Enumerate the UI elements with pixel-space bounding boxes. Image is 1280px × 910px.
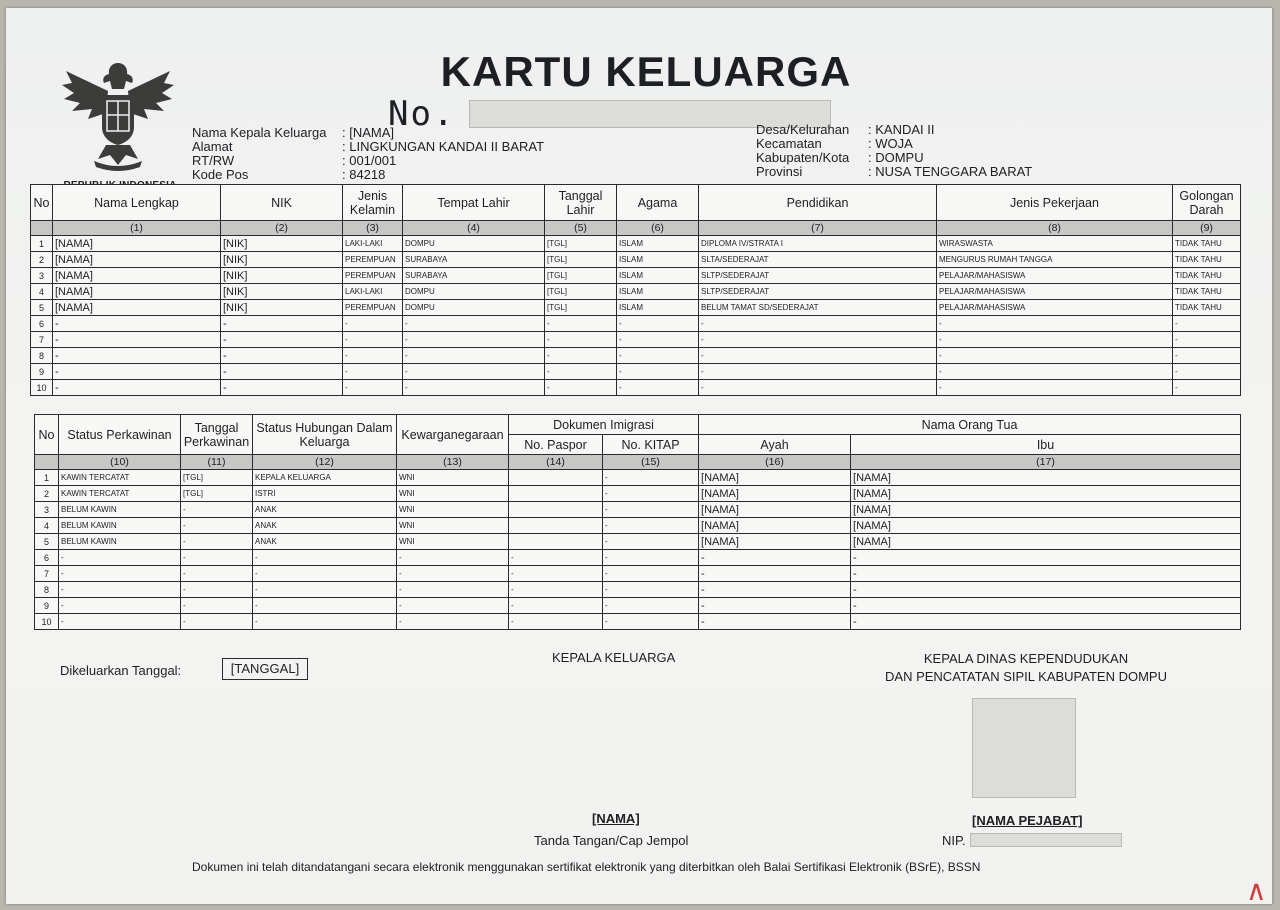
header-nik: NIK [221,185,343,221]
cell-jenis-kelamin: PEREMPUAN [343,252,403,268]
cell-no: 8 [35,582,59,598]
cell-golongan-darah: - [1173,316,1241,332]
cell-nama-lengkap: - [53,364,221,380]
table-row [35,486,1241,502]
cell-nik: - [221,348,343,364]
table-row [31,348,1241,364]
cell-tanggal-lahir: - [545,364,617,380]
official-nip [942,833,1122,848]
cell-jenis-kelamin: - [343,348,403,364]
cell-tempat-lahir: SURABAYA [403,268,545,284]
cell-pendidikan: DIPLOMA IV/STRATA I [699,236,937,252]
cell-no: 9 [35,598,59,614]
info-label: Kode Pos [192,167,249,182]
cell-kewarganegaraan: - [397,582,509,598]
cell-status-perkawinan: KAWIN TERCATAT [59,470,181,486]
cell-agama: ISLAM [617,268,699,284]
official-name: [NAMA PEJABAT] [972,813,1083,828]
cell-nama-lengkap: - [53,380,221,396]
family-card-document [6,8,1272,907]
cell-status-hubungan: - [253,566,397,582]
cell-jenis-kelamin: PEREMPUAN [343,268,403,284]
cell-no-kitap: - [603,486,699,502]
cell-ayah: [NAMA] [699,502,851,518]
info-row [756,123,1032,137]
table-row [31,252,1241,268]
header-no-paspor: No. Paspor [509,435,603,455]
cell-no-paspor [509,486,603,502]
cell-golongan-darah: - [1173,332,1241,348]
column-number: (6) [617,221,699,236]
header-no: No [35,415,59,455]
header-nama-orang-tua: Nama Orang Tua [699,415,1241,435]
cell-tanggal-lahir: - [545,348,617,364]
cell-pendidikan: - [699,380,937,396]
official-title-line-2: DAN PENCATATAN SIPIL KABUPATEN DOMPU [885,669,1167,684]
info-row [756,165,1032,179]
cell-tanggal-perkawinan: - [181,598,253,614]
info-value: : NUSA TENGGARA BARAT [868,164,1033,179]
cell-nama-lengkap: [NAMA] [53,236,221,252]
cell-kewarganegaraan: WNI [397,518,509,534]
column-number: (13) [397,455,509,470]
info-label: Kabupaten/Kota [756,150,850,165]
cell-status-hubungan: - [253,614,397,630]
cell-no-paspor [509,518,603,534]
header-status-hubungan: Status Hubungan Dalam Keluarga [253,415,397,455]
table-row [31,236,1241,252]
cell-tempat-lahir: - [403,380,545,396]
cell-golongan-darah: TIDAK TAHU [1173,284,1241,300]
cell-ayah: [NAMA] [699,534,851,550]
header-no-kitap: No. KITAP [603,435,699,455]
column-number: (7) [699,221,937,236]
cell-jenis-pekerjaan: - [937,348,1173,364]
cell-tanggal-lahir: [TGL] [545,252,617,268]
marital-status-table [34,414,1241,630]
table-row [35,470,1241,486]
table-row [31,364,1241,380]
cell-tanggal-perkawinan: - [181,566,253,582]
cell-nik: [NIK] [221,252,343,268]
cell-status-perkawinan: - [59,566,181,582]
cell-pendidikan: - [699,348,937,364]
header-dokumen-imigrasi: Dokumen Imigrasi [509,415,699,435]
info-row [756,151,1032,165]
cell-no-kitap: - [603,502,699,518]
cell-status-perkawinan: BELUM KAWIN [59,518,181,534]
cell-jenis-kelamin: - [343,316,403,332]
info-label: RT/RW [192,153,235,168]
cell-no-paspor [509,502,603,518]
table-row [35,534,1241,550]
cell-status-perkawinan: - [59,614,181,630]
table-row [35,502,1241,518]
table-row [35,566,1241,582]
cell-tanggal-perkawinan: - [181,614,253,630]
cell-no-kitap: - [603,534,699,550]
cell-nik: [NIK] [221,268,343,284]
cell-no: 2 [31,252,53,268]
cell-no-paspor [509,534,603,550]
cell-tanggal-perkawinan: - [181,502,253,518]
document-number-label: No. [388,94,456,134]
cell-jenis-kelamin: PEREMPUAN [343,300,403,316]
header-kewarganegaraan: Kewarganegaraan [397,415,509,455]
cell-status-perkawinan: - [59,598,181,614]
cell-jenis-pekerjaan: - [937,380,1173,396]
header-jenis-kelamin: Jenis Kelamin [343,185,403,221]
cell-nama-lengkap: [NAMA] [53,300,221,316]
cell-agama: ISLAM [617,284,699,300]
table-row [35,550,1241,566]
cell-nama-lengkap: [NAMA] [53,284,221,300]
cell-jenis-kelamin: LAKI-LAKI [343,236,403,252]
cell-no: 6 [31,316,53,332]
info-value: : 001/001 [342,153,397,168]
column-number: (3) [343,221,403,236]
cell-nama-lengkap: - [53,348,221,364]
cell-status-hubungan: - [253,598,397,614]
cell-no-paspor: - [509,566,603,582]
cell-tanggal-lahir: [TGL] [545,236,617,252]
table-row [31,316,1241,332]
info-row [192,140,544,154]
info-value: : KANDAI II [868,122,935,137]
cell-no: 5 [31,300,53,316]
cell-ayah: - [699,582,851,598]
column-number: (15) [603,455,699,470]
cell-jenis-pekerjaan: - [937,332,1173,348]
cell-tempat-lahir: - [403,316,545,332]
household-info-left [192,126,544,182]
cell-kewarganegaraan: WNI [397,534,509,550]
cell-no: 1 [35,470,59,486]
cell-golongan-darah: TIDAK TAHU [1173,236,1241,252]
info-label: Provinsi [756,164,803,179]
household-info-right [756,123,1032,179]
info-value: : WOJA [868,136,913,151]
cell-agama: - [617,348,699,364]
cell-no-paspor: - [509,582,603,598]
cell-tanggal-lahir: [TGL] [545,300,617,316]
nip-label: NIP. [942,833,966,848]
cell-jenis-pekerjaan: PELAJAR/MAHASISWA [937,300,1173,316]
cell-nik: - [221,316,343,332]
cell-agama: - [617,380,699,396]
cell-no: 8 [31,348,53,364]
table-row [31,332,1241,348]
cell-status-perkawinan: - [59,550,181,566]
cell-jenis-kelamin: LAKI-LAKI [343,284,403,300]
cell-tanggal-lahir: [TGL] [545,268,617,284]
cell-pendidikan: - [699,316,937,332]
cell-ibu: [NAMA] [851,502,1241,518]
info-value: : [NAMA] [342,125,395,140]
cell-ayah: - [699,598,851,614]
cell-ibu: - [851,582,1241,598]
cell-kewarganegaraan: WNI [397,502,509,518]
cell-tempat-lahir: - [403,332,545,348]
cell-ayah: - [699,566,851,582]
cell-no-kitap: - [603,550,699,566]
cell-jenis-kelamin: - [343,380,403,396]
cell-no-kitap: - [603,582,699,598]
column-number-blank [35,455,59,470]
header-jenis-pekerjaan: Jenis Pekerjaan [937,185,1173,221]
cell-pendidikan: BELUM TAMAT SD/SEDERAJAT [699,300,937,316]
info-value: : LINGKUNGAN KANDAI II BARAT [342,139,545,154]
cell-no-kitap: - [603,566,699,582]
cell-nik: [NIK] [221,300,343,316]
table-row [35,598,1241,614]
cell-no-kitap: - [603,598,699,614]
cell-nama-lengkap: [NAMA] [53,268,221,284]
column-number: (8) [937,221,1173,236]
cell-jenis-pekerjaan: PELAJAR/MAHASISWA [937,268,1173,284]
cell-pendidikan: - [699,364,937,380]
header-nama-lengkap: Nama Lengkap [53,185,221,221]
cell-no: 6 [35,550,59,566]
cell-golongan-darah: TIDAK TAHU [1173,252,1241,268]
cell-ayah: [NAMA] [699,486,851,502]
cell-kewarganegaraan: WNI [397,470,509,486]
cell-pendidikan: SLTP/SEDERAJAT [699,268,937,284]
cell-ibu: - [851,598,1241,614]
cell-jenis-kelamin: - [343,332,403,348]
head-of-family-title: KEPALA KELUARGA [552,650,676,665]
cell-no: 5 [35,534,59,550]
cell-no: 1 [31,236,53,252]
table-row [31,268,1241,284]
column-number: (14) [509,455,603,470]
cell-ayah: [NAMA] [699,470,851,486]
column-number: (4) [403,221,545,236]
cell-kewarganegaraan: - [397,598,509,614]
cell-pendidikan: SLTA/SEDERAJAT [699,252,937,268]
cell-golongan-darah: TIDAK TAHU [1173,300,1241,316]
cell-agama: - [617,364,699,380]
table-row [31,380,1241,396]
cell-tanggal-perkawinan: - [181,518,253,534]
cell-tempat-lahir: DOMPU [403,284,545,300]
header-tanggal-lahir: Tanggal Lahir [545,185,617,221]
column-number-blank [31,221,53,236]
issued-date-label: Dikeluarkan Tanggal: [60,663,182,678]
cell-tanggal-perkawinan: - [181,582,253,598]
cell-status-perkawinan: - [59,582,181,598]
cell-ibu: [NAMA] [851,486,1241,502]
info-row [192,154,544,168]
cell-status-perkawinan: BELUM KAWIN [59,534,181,550]
cell-no: 10 [31,380,53,396]
cell-tempat-lahir: - [403,348,545,364]
issued-date-value: [TANGGAL] [222,658,308,680]
cell-tanggal-perkawinan: - [181,550,253,566]
cell-nama-lengkap: - [53,316,221,332]
column-number: (2) [221,221,343,236]
cell-tempat-lahir: SURABAYA [403,252,545,268]
cell-pendidikan: SLTP/SEDERAJAT [699,284,937,300]
cell-no: 4 [35,518,59,534]
cell-jenis-kelamin: - [343,364,403,380]
column-number: (10) [59,455,181,470]
header-no: No [31,185,53,221]
qr-code-redacted [972,698,1076,798]
cell-jenis-pekerjaan: WIRASWASTA [937,236,1173,252]
cell-tanggal-perkawinan: - [181,534,253,550]
cell-ayah: - [699,550,851,566]
cell-nama-lengkap: [NAMA] [53,252,221,268]
column-number: (9) [1173,221,1241,236]
info-label: Desa/Kelurahan [756,122,850,137]
cell-golongan-darah: TIDAK TAHU [1173,268,1241,284]
cell-status-hubungan: KEPALA KELUARGA [253,470,397,486]
header-agama: Agama [617,185,699,221]
cell-ibu: [NAMA] [851,534,1241,550]
cell-no: 4 [31,284,53,300]
head-of-family-name: [NAMA] [592,811,640,826]
cell-status-hubungan: ANAK [253,534,397,550]
cell-agama: - [617,316,699,332]
table-row [35,614,1241,630]
family-members-table [30,184,1241,396]
info-value: : 84218 [342,167,386,182]
column-number: (1) [53,221,221,236]
cell-jenis-pekerjaan: - [937,316,1173,332]
garuda-emblem-icon [54,56,182,176]
cell-status-hubungan: ANAK [253,502,397,518]
cell-ayah: [NAMA] [699,518,851,534]
cell-no: 7 [31,332,53,348]
cell-pendidikan: - [699,332,937,348]
info-row [756,137,1032,151]
cell-tanggal-lahir: - [545,332,617,348]
cell-nik: - [221,364,343,380]
column-number: (11) [181,455,253,470]
cell-tanggal-perkawinan: [TGL] [181,486,253,502]
header-pendidikan: Pendidikan [699,185,937,221]
cell-tanggal-lahir: [TGL] [545,284,617,300]
table-row [31,300,1241,316]
signature-caption: Tanda Tangan/Cap Jempol [534,833,689,848]
header-tempat-lahir: Tempat Lahir [403,185,545,221]
cell-no: 10 [35,614,59,630]
cell-agama: - [617,332,699,348]
header-ayah: Ayah [699,435,851,455]
cell-tanggal-lahir: - [545,380,617,396]
cell-no-paspor: - [509,614,603,630]
cell-tanggal-lahir: - [545,316,617,332]
cell-golongan-darah: - [1173,380,1241,396]
info-value: : DOMPU [868,150,924,165]
cell-no-kitap: - [603,518,699,534]
cell-agama: ISLAM [617,236,699,252]
table-row [35,518,1241,534]
cell-nik: - [221,332,343,348]
header-golongan-darah: Golongan Darah [1173,185,1241,221]
cell-no: 3 [31,268,53,284]
cell-jenis-pekerjaan: PELAJAR/MAHASISWA [937,284,1173,300]
cell-golongan-darah: - [1173,364,1241,380]
cell-no-paspor: - [509,550,603,566]
cell-status-hubungan: ANAK [253,518,397,534]
cell-nik: - [221,380,343,396]
cell-golongan-darah: - [1173,348,1241,364]
cell-kewarganegaraan: WNI [397,486,509,502]
cell-jenis-pekerjaan: MENGURUS RUMAH TANGGA [937,252,1173,268]
info-row [192,126,544,140]
cell-no-kitap: - [603,614,699,630]
table-row [31,284,1241,300]
column-number: (12) [253,455,397,470]
document-title: KARTU KELUARGA [440,48,852,95]
cell-no: 2 [35,486,59,502]
column-number: (5) [545,221,617,236]
cell-no: 7 [35,566,59,582]
header-tanggal-perkawinan: Tanggal Perkawinan [181,415,253,455]
cell-no-kitap: - [603,470,699,486]
header-status-perkawinan: Status Perkawinan [59,415,181,455]
cell-nama-lengkap: - [53,332,221,348]
cell-status-perkawinan: BELUM KAWIN [59,502,181,518]
info-label: Alamat [192,139,233,154]
info-label: Kecamatan [756,136,822,151]
cell-kewarganegaraan: - [397,550,509,566]
cell-no-paspor [509,470,603,486]
cell-status-hubungan: ISTRI [253,486,397,502]
cell-ayah: - [699,614,851,630]
table-row [35,582,1241,598]
cell-tempat-lahir: DOMPU [403,236,545,252]
cell-status-perkawinan: KAWIN TERCATAT [59,486,181,502]
cell-kewarganegaraan: - [397,566,509,582]
header-ibu: Ibu [851,435,1241,455]
cell-nik: [NIK] [221,236,343,252]
cell-ibu: - [851,550,1241,566]
official-title [866,650,1186,686]
cell-jenis-pekerjaan: - [937,364,1173,380]
cell-no: 3 [35,502,59,518]
column-number: (17) [851,455,1241,470]
cell-tempat-lahir: DOMPU [403,300,545,316]
cell-ibu: [NAMA] [851,518,1241,534]
electronic-signature-note: Dokumen ini telah ditandatangani secara elektronik menggunakan sertifikat elektronik yang diterbitkan oleh Balai Sertifikasi Elektronik (BSrE), BSSN [192,860,981,874]
handwritten-mark-icon: ∧ [1246,874,1267,907]
info-row [192,168,544,182]
cell-ibu: - [851,566,1241,582]
cell-kewarganegaraan: - [397,614,509,630]
official-title-line-1: KEPALA DINAS KEPENDUDUKAN [923,651,1129,666]
cell-status-hubungan: - [253,550,397,566]
nip-redacted [970,833,1122,847]
cell-nik: [NIK] [221,284,343,300]
cell-agama: ISLAM [617,252,699,268]
info-label: Nama Kepala Keluarga [192,125,327,140]
cell-ibu: [NAMA] [851,470,1241,486]
cell-no-paspor: - [509,598,603,614]
cell-tempat-lahir: - [403,364,545,380]
cell-tanggal-perkawinan: [TGL] [181,470,253,486]
cell-ibu: - [851,614,1241,630]
cell-agama: ISLAM [617,300,699,316]
cell-status-hubungan: - [253,582,397,598]
column-number: (16) [699,455,851,470]
cell-no: 9 [31,364,53,380]
